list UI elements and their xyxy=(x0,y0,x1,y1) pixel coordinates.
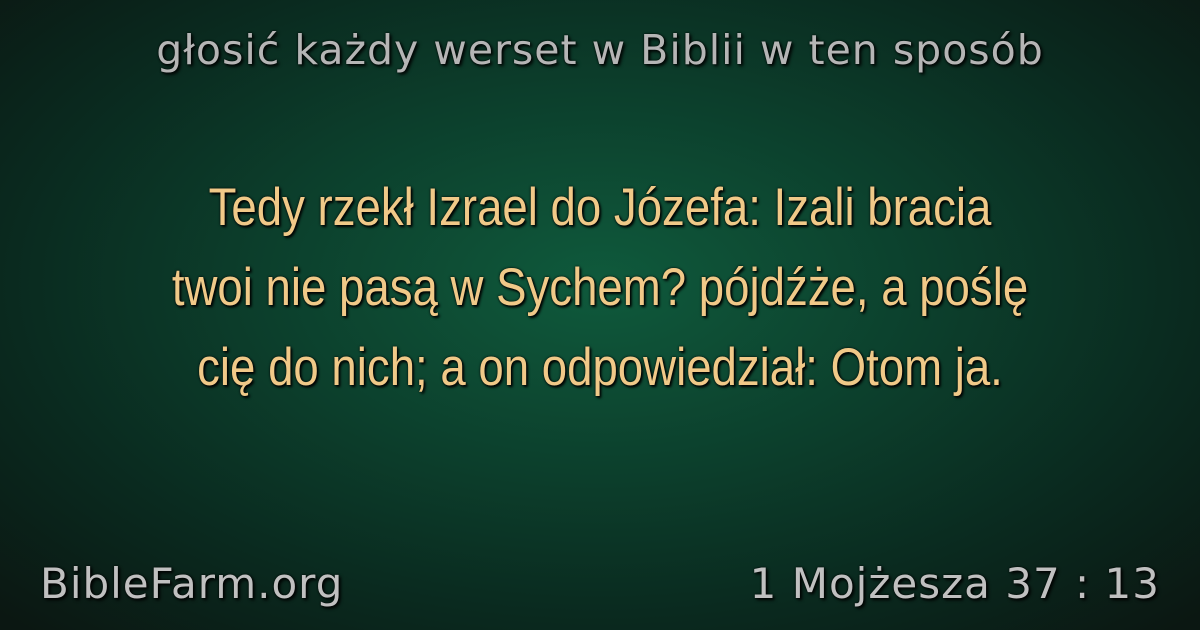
tagline: głosić każdy werset w Biblii w ten sposób xyxy=(156,26,1044,74)
verse-text xyxy=(118,168,1081,408)
verse-line: twoi nie pasą w Sychem? pójdźże, a poślę xyxy=(171,258,1029,317)
site-name: BibleFarm.org xyxy=(40,559,344,608)
verse-line: Tedy rzekł Izrael do Józefa: Izali bracia xyxy=(208,178,992,237)
verse-line: cię do nich; a on odpowiedział: Otom ja. xyxy=(197,338,1003,397)
verse-reference: 1 Mojżesza 37 : 13 xyxy=(749,559,1160,608)
